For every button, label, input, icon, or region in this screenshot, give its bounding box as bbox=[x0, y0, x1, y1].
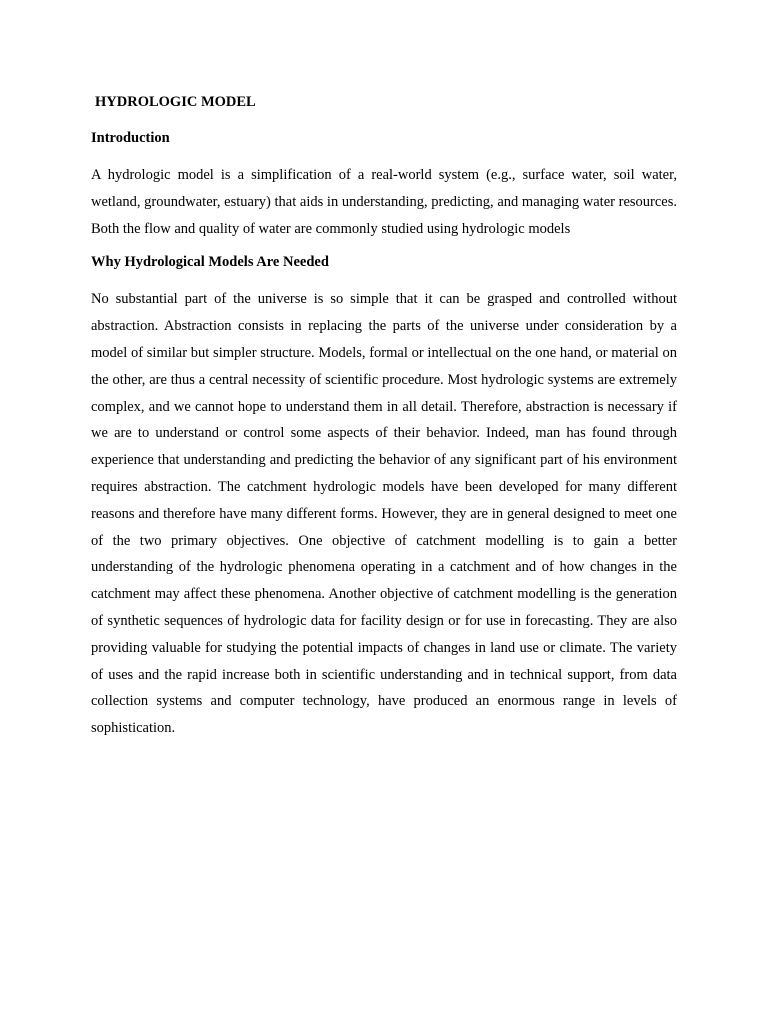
paragraph-introduction: A hydrologic model is a simplification of a real-world system (e.g., surface water, soil water, wetland, groundwater, estuary) that aids in understanding, predicting, and managing water resources. Both the flow and quality of water are commonly studied using hydrologic models bbox=[91, 167, 677, 237]
section-why-models-needed bbox=[91, 252, 677, 742]
section-introduction bbox=[91, 128, 677, 242]
section-heading-introduction: Introduction bbox=[91, 130, 170, 146]
document-title: HYDROLOGIC MODEL bbox=[95, 94, 256, 110]
paragraph-why-models-needed: No substantial part of the universe is so simple that it can be grasped and controlled without abstraction. Abstraction consists in replacing the parts of the universe under consideration by a model of similar but simpler structure. Models, formal or intellectual on the one hand, or material on the other, are thus a central necessity of scientific procedure. Most hydrologic systems are extremely complex, and we cannot hope to understand them in all detail. Therefore, abstraction is necessary if we are to understand or control some aspects of their behavior. Indeed, man has found through experience that understanding and predicting the behavior of any significant part of his environment requires abstraction. The catchment hydrologic models have been developed for many different reasons and therefore have many different forms. However, they are in general designed to meet one of the two primary objectives. One objective of catchment modelling is to gain a better understanding of the hydrologic phenomena operating in a catchment and of how changes in the catchment may affect these phenomena. Another objective of catchment modelling is the generation of synthetic sequences of hydrologic data for facility design or for use in forecasting. They are also providing valuable for studying the potential impacts of changes in land use or climate. The variety of uses and the rapid increase both in scientific understanding and in technical support, from data collection systems and computer technology, have produced an enormous range in levels of sophistication. bbox=[91, 291, 677, 737]
section-heading-why-models-needed: Why Hydrological Models Are Needed bbox=[91, 254, 329, 271]
document-page bbox=[91, 92, 677, 752]
